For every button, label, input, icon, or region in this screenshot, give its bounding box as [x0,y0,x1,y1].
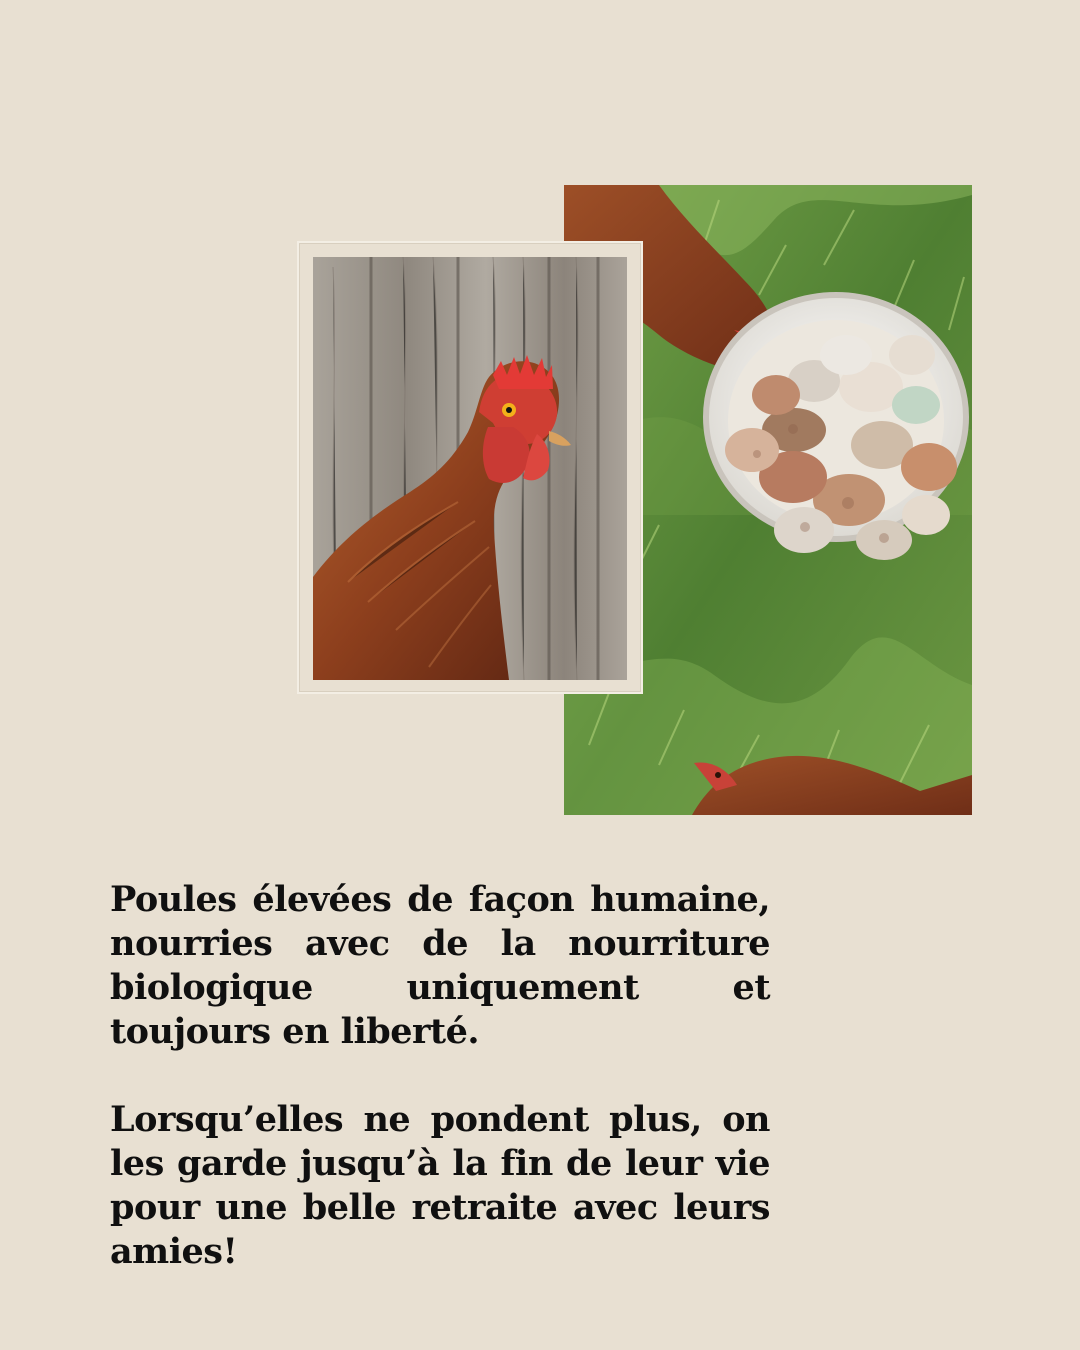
description-paragraph-2: Lorsqu’elles ne pondent plus, on les garde jusqu’à la fin de leur vie pour une belle retraite avec leurs amies! [110,1099,770,1272]
hen-photo-frame [297,241,643,694]
description-text [110,878,770,1274]
hen-portrait-photo [313,257,627,680]
description-paragraph-1: Poules élevées de façon humaine, nourries avec de la nourriture biologique uniquement et toujours en liberté. [110,879,770,1052]
